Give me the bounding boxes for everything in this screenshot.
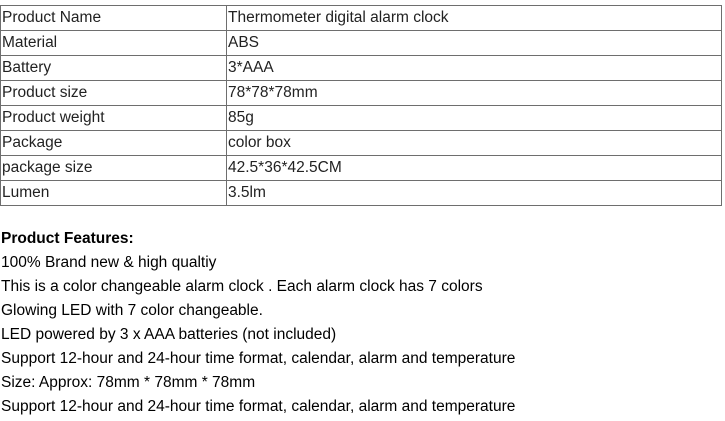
- spec-value: 3.5lm: [227, 181, 722, 206]
- table-row: [1, 156, 722, 181]
- feature-line: 100% Brand new & high qualtiy: [1, 254, 217, 271]
- feature-line: This is a color changeable alarm clock . Each alarm clock has 7 colors: [1, 278, 483, 295]
- feature-line: Support 12-hour and 24-hour time format, calendar, alarm and temperature: [1, 398, 516, 415]
- product-features: [1, 227, 515, 419]
- table-row: [1, 181, 722, 206]
- spec-label: Material: [1, 31, 227, 56]
- feature-line: Support 12-hour and 24-hour time format, calendar, alarm and temperature: [1, 350, 516, 367]
- spec-value: 85g: [227, 106, 722, 131]
- table-row: [1, 106, 722, 131]
- feature-line: LED powered by 3 x AAA batteries (not included): [1, 326, 337, 343]
- table-row: [1, 56, 722, 81]
- feature-line: Size: Approx: 78mm * 78mm * 78mm: [1, 374, 256, 391]
- table-row: [1, 6, 722, 31]
- spec-value: 78*78*78mm: [227, 81, 722, 106]
- spec-value: color box: [227, 131, 722, 156]
- spec-value: 3*AAA: [227, 56, 722, 81]
- features-title: Product Features:: [1, 230, 134, 247]
- spec-label: Product Name: [1, 6, 227, 31]
- spec-label: Battery: [1, 56, 227, 81]
- spec-value: ABS: [227, 31, 722, 56]
- spec-table: [0, 5, 722, 206]
- table-row: [1, 131, 722, 156]
- spec-value: Thermometer digital alarm clock: [227, 6, 722, 31]
- spec-label: Product size: [1, 81, 227, 106]
- spec-label: Lumen: [1, 181, 227, 206]
- table-row: [1, 31, 722, 56]
- spec-value: 42.5*36*42.5CM: [227, 156, 722, 181]
- spec-label: Package: [1, 131, 227, 156]
- spec-label: Product weight: [1, 106, 227, 131]
- table-row: [1, 81, 722, 106]
- spec-label: package size: [1, 156, 227, 181]
- feature-line: Glowing LED with 7 color changeable.: [1, 302, 263, 319]
